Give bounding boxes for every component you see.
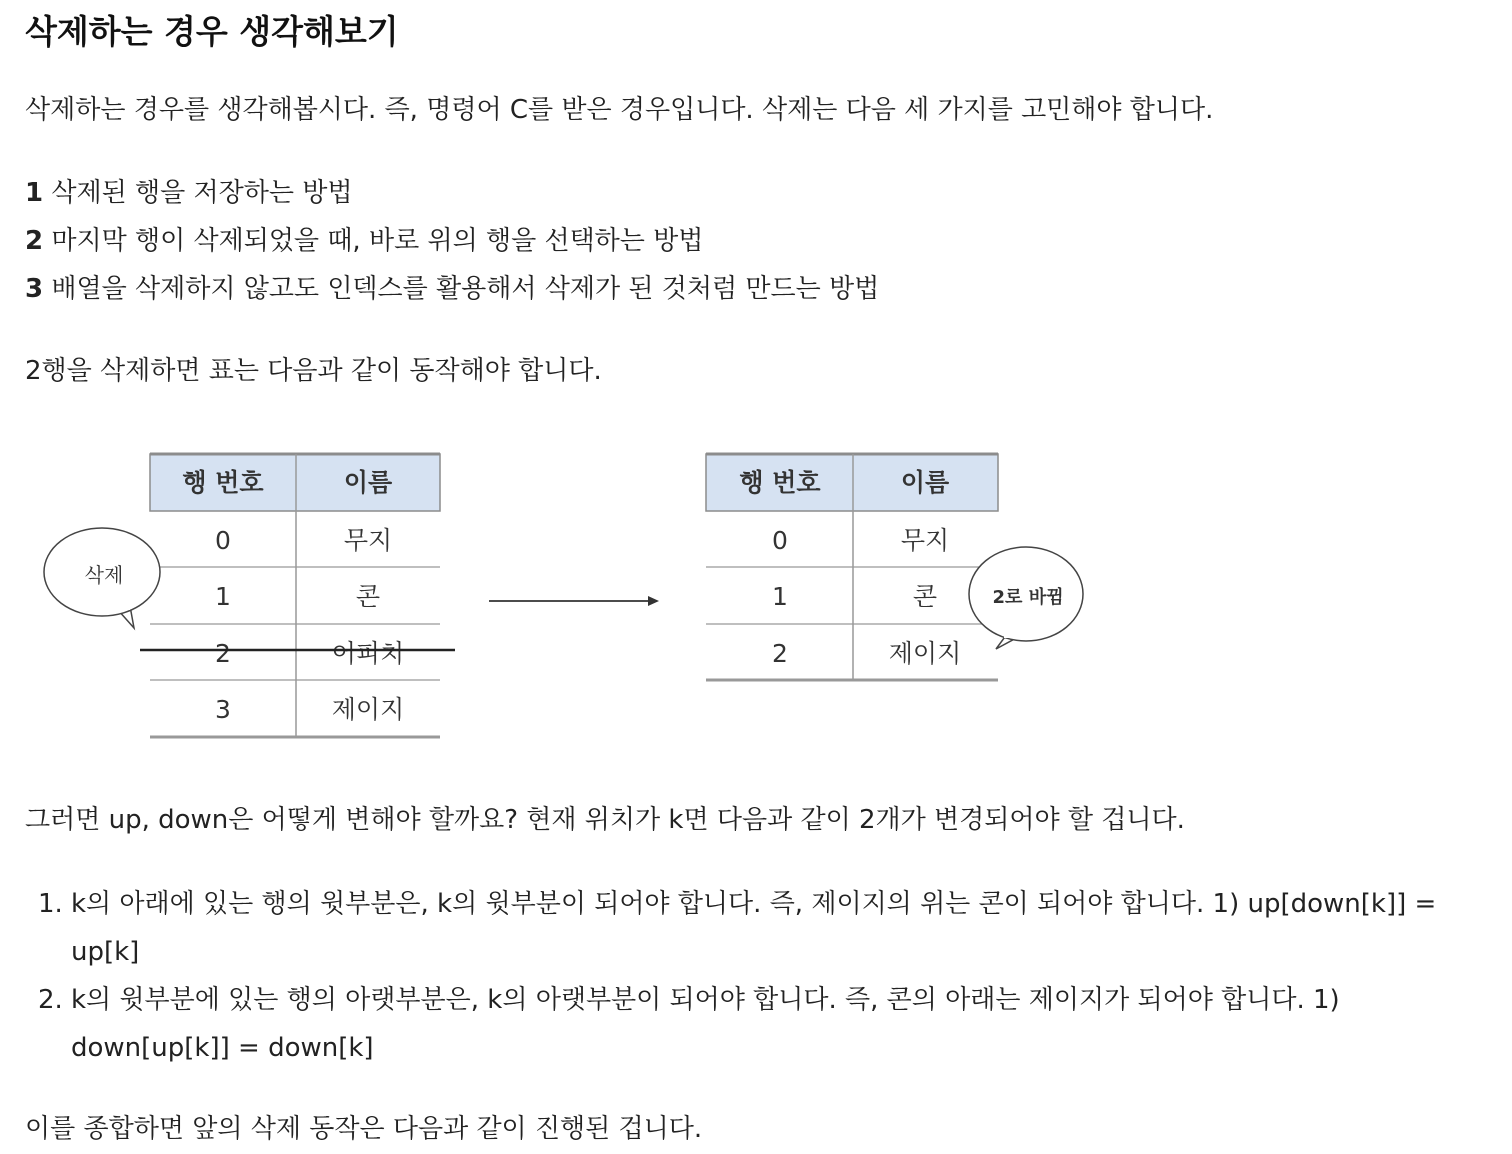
list-item-number: 2. [38,985,63,1015]
list-item-text: k의 윗부분에 있는 행의 아랫부분은, k의 아랫부분이 되어야 합니다. 즉, 콘의 아래는 제이지가 되어야 합니다. 1) down[up[k]] = down[k] [71,985,1340,1063]
before-cell-row-number-deleted: 2 [215,639,231,668]
after-header-name: 이름 [900,468,950,497]
consideration-item [25,223,703,259]
list-item [38,976,1498,1072]
after-cell-name: 제이지 [888,639,962,668]
page-title: 삭제하는 경우 생각해보기 [25,12,399,51]
after-cell-row-number: 0 [772,526,788,555]
arrow-head-icon [648,596,659,606]
consideration-text: 삭제된 행을 저장하는 방법 [51,178,353,208]
before-cell-row-number: 3 [215,695,231,724]
after-cell-row-number: 2 [772,639,788,668]
update-steps-list [38,880,1498,1072]
delete-speech-bubble [44,528,160,628]
list-item-text: k의 아래에 있는 행의 윗부분은, k의 윗부분이 되어야 합니다. 즉, 제이지의 위는 콘이 되어야 합니다. 1) up[down[k]] = up[k] [71,889,1437,967]
bubble-tail-mask [112,598,130,610]
intro-paragraph: 삭제하는 경우를 생각해봅시다. 즉, 명령어 C를 받은 경우입니다. 삭제는 다음 세 가지를 고민해야 합니다. [25,95,1214,125]
consideration-text: 배열을 삭제하지 않고도 인덱스를 활용해서 삭제가 된 것처럼 만드는 방법 [51,274,880,304]
consideration-item [25,175,352,211]
deletion-diagram [0,430,1512,760]
before-header-name: 이름 [343,468,393,497]
consideration-number: 3 [25,274,44,304]
after-cell-row-number: 1 [772,582,788,611]
changed-speech-bubble [969,547,1083,649]
list-item [38,880,1498,976]
consideration-number: 1 [25,178,44,208]
example-intro: 2행을 삭제하면 표는 다음과 같이 동작해야 합니다. [25,356,602,386]
before-cell-row-number: 1 [215,582,231,611]
before-cell-name-deleted: 어피치 [331,639,405,668]
consideration-item [25,271,879,307]
consideration-number: 2 [25,226,44,256]
after-table [706,454,998,681]
summary-paragraph: 이를 종합하면 앞의 삭제 동작은 다음과 같이 진행된 겁니다. [25,1114,703,1144]
before-cell-row-number: 0 [215,526,231,555]
before-header-row-number: 행 번호 [182,468,264,497]
list-item-number: 1. [38,889,63,919]
consideration-text: 마지막 행이 삭제되었을 때, 바로 위의 행을 선택하는 방법 [51,226,704,256]
before-cell-name: 무지 [343,526,393,555]
bubble-tail-mask [1004,626,1024,638]
question-paragraph: 그러면 up, down은 어떻게 변해야 할까요? 현재 위치가 k면 다음과 같이 2개가 변경되어야 할 겁니다. [25,805,1185,835]
before-cell-name: 제이지 [331,695,405,724]
after-cell-name: 콘 [912,582,938,611]
bubble-label: 삭제 [84,563,124,587]
before-table [140,454,455,738]
after-cell-name: 무지 [900,526,950,555]
transition-arrow [489,596,659,606]
before-cell-name: 콘 [355,582,381,611]
after-header-row-number: 행 번호 [739,468,821,497]
bubble-label: 2로 바뀜 [992,587,1064,608]
